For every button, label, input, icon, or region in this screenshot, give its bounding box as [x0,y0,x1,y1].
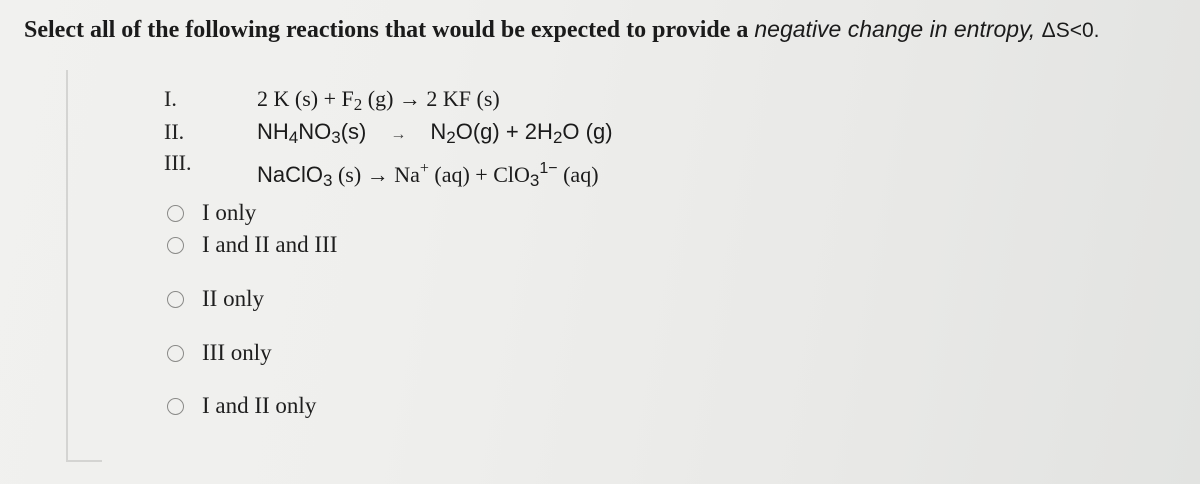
radio-button[interactable] [167,398,184,415]
reaction-2-numeral: II. [164,119,185,144]
reaction-2-text-f: O (g) [562,119,613,144]
reaction-2-sub-a: 4 [288,128,299,147]
radio-button[interactable] [167,345,184,362]
reaction-3-numeral: III. [164,150,192,175]
reaction-2-text-d: N [430,119,447,144]
radio-button[interactable] [167,237,184,254]
question-emphasis: negative change in entropy, [754,16,1042,42]
reaction-2-sub-e: 2 [552,128,563,147]
option-label: III only [202,340,272,365]
reaction-1-sub-a: 2 [353,95,363,114]
reaction-3-text-b: (s) → Na [332,162,420,187]
option-i-ii-only[interactable] [167,393,316,419]
entropy-condition: ΔS<0. [1041,19,1100,42]
option-ii-only[interactable] [167,286,264,312]
reaction-3-sub-a: 3 [323,171,333,190]
option-iii-only[interactable] [167,340,272,366]
reaction-1-numeral: I. [164,86,177,111]
reaction-3-text-a: NaClO [257,162,324,187]
question-prefix: Select all of the following reactions that would be expected to provide a [24,17,755,43]
reaction-2-sub-b: 3 [331,128,341,147]
option-label: I and II only [202,393,317,418]
option-i-ii-iii[interactable] [167,232,337,258]
option-label: I and II and III [202,232,338,257]
radio-button[interactable] [167,291,184,308]
reaction-3-text-c: (aq) + ClO [428,162,530,187]
frame-edge-vertical [66,70,68,462]
reaction-1-text-b: (g) → 2 KF (s) [362,86,500,111]
reaction-3 [257,160,599,191]
reaction-2-arrow: → [390,126,407,143]
reaction-2-text-e: O(g) + 2H [455,119,553,144]
reaction-2 [257,119,613,148]
radio-button[interactable] [167,205,184,222]
reaction-1-text-a: 2 K (s) + F [257,86,354,111]
reaction-2-text-a: NH [257,119,289,144]
reaction-2-text-c: (s) [340,119,367,144]
reaction-2-sub-d: 2 [446,128,456,147]
reaction-3-sub-c: 3 [529,171,540,190]
option-i-only[interactable] [167,200,256,226]
frame-edge-horizontal [66,460,102,462]
option-label: II only [202,286,264,311]
question-text [24,16,1194,44]
reaction-1 [257,86,500,115]
reaction-2-text-b: NO [298,119,332,144]
reaction-3-text-d: (aq) [557,162,599,187]
reaction-3-sup-b: + [419,160,429,177]
option-label: I only [202,200,257,225]
reaction-3-sup-c: 1− [539,160,558,177]
